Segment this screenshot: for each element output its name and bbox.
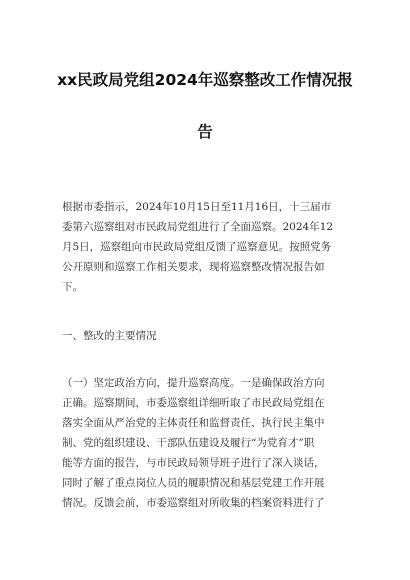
intro-line: 下。 xyxy=(62,281,83,293)
intro-line: 月5日，巡察组向市民政局党组反馈了巡察意见。按照党务 xyxy=(62,241,332,253)
body-line: 能等方面的报告，与市民政局领导班子进行了深入谈话， xyxy=(62,457,325,469)
document-title-line-2: 告 xyxy=(197,123,213,141)
document-title-line-1: xx民政局党组2024年巡察整改工作情况报 xyxy=(57,71,353,89)
body-line: 落实全面从严治党的主体责任和监督责任、执行民主集中 xyxy=(62,417,325,429)
body-line: 情况。反馈会前，市委巡察组对所收集的档案资料进行了 xyxy=(62,497,325,509)
body-line: （一）坚定政治方向，提升巡察高度。一是确保政治方向 xyxy=(62,377,325,389)
body-line: 正确。巡察期间，市委巡察组详细听取了市民政局党组在 xyxy=(62,397,325,409)
intro-line: 根据市委指示，2024年10月15日至11月16日，十三届市 xyxy=(62,201,332,213)
intro-line: 委第六巡察组对市民政局党组进行了全面巡察。2024年12 xyxy=(62,221,334,233)
intro-line: 公开原则和巡察工作相关要求，现将巡察整改情况报告如 xyxy=(62,261,325,273)
body-line: 同时了解了重点岗位人员的履职情况和基层党建工作开展 xyxy=(62,477,325,489)
section-heading: 一、整改的主要情况 xyxy=(62,330,157,342)
body-line: 制、党的组织建设、干部队伍建设及履行“为党育才”职 xyxy=(62,437,315,449)
